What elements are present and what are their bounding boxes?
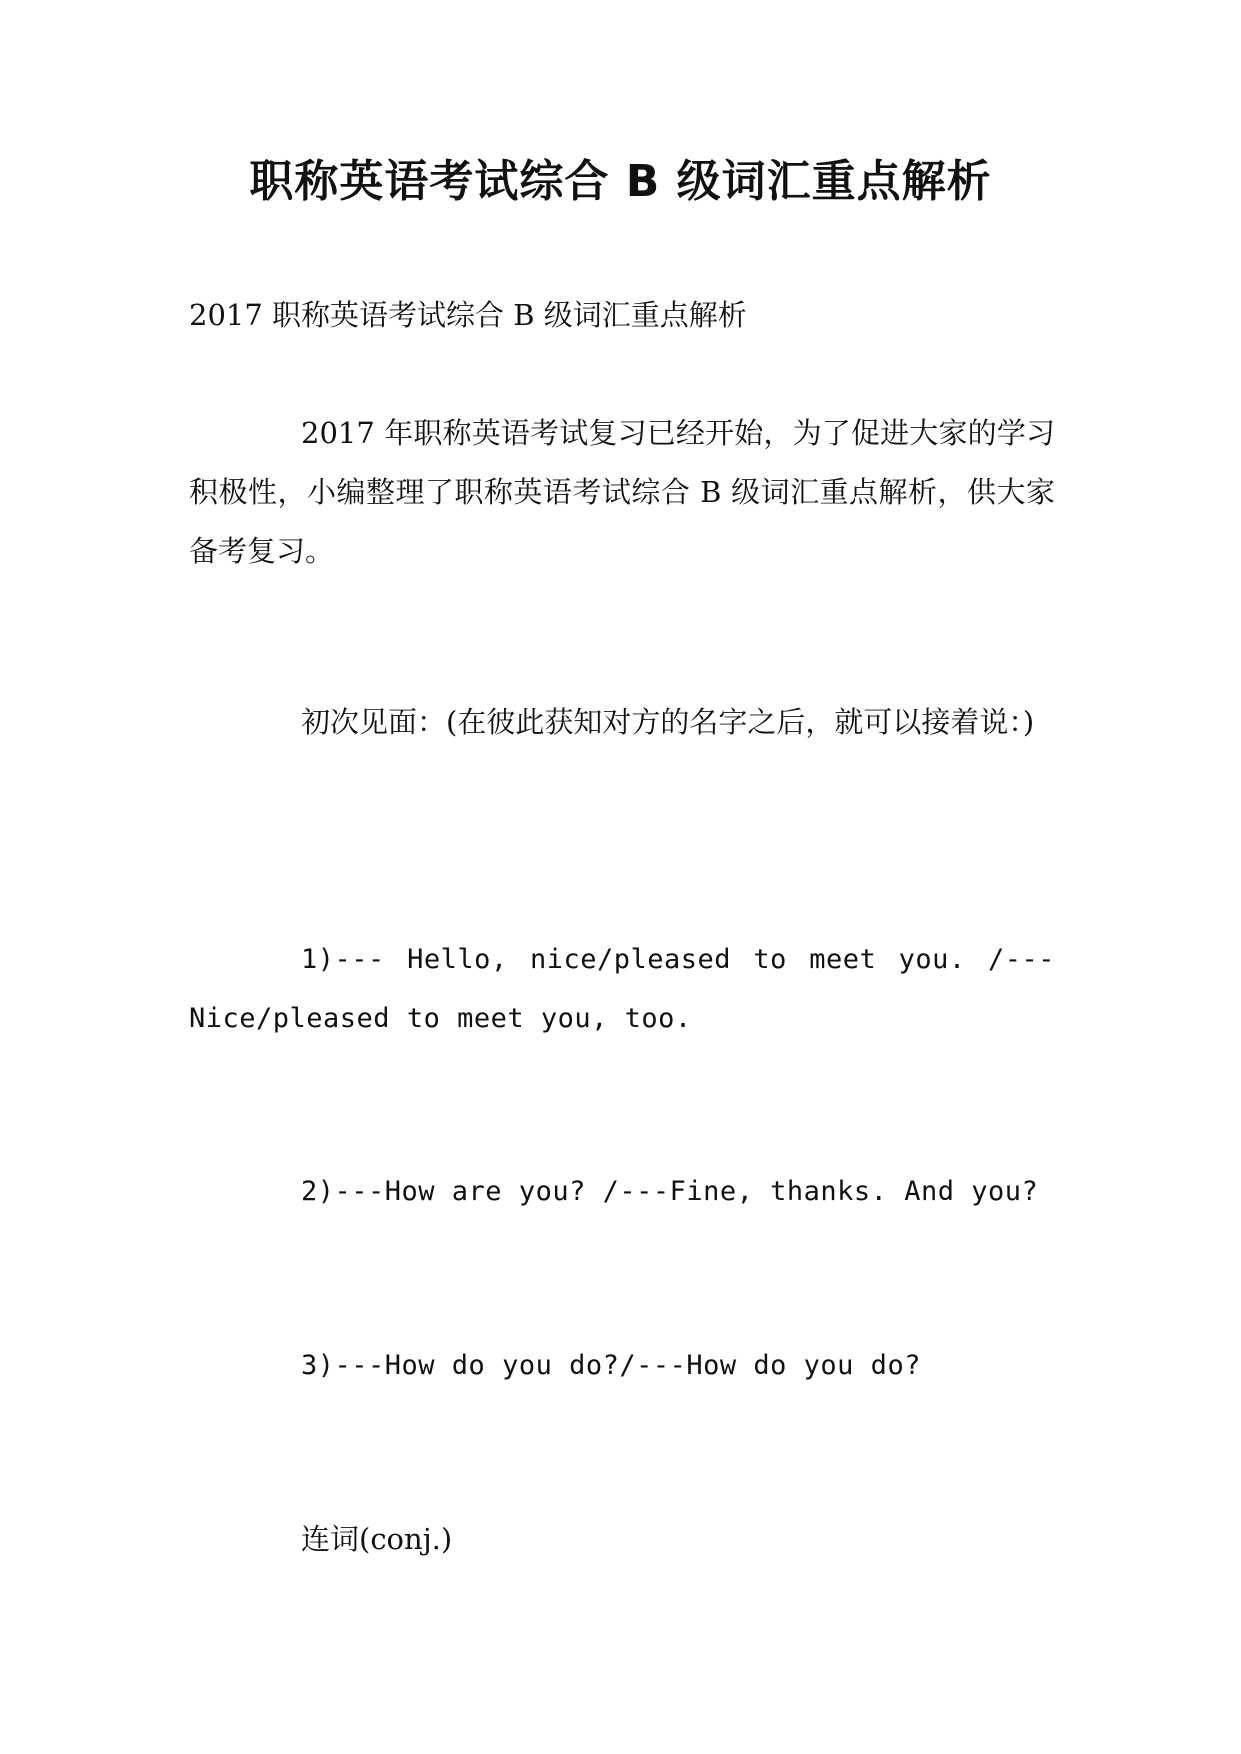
document-title: 职称英语考试综合 B 级词汇重点解析 [249,156,992,207]
example-2: 2)---How are you? /---Fine, thanks. And you? [301,1176,1039,1207]
section-conj-heading: 连词(conj.) [301,1522,453,1556]
document-subtitle: 2017 职称英语考试综合 B 级词汇重点解析 [189,298,747,332]
greeting-heading: 初次见面：(在彼此获知对方的名字之后，就可以接着说：) [301,705,1035,739]
example-3: 3)---How do you do?/---How do you do? [301,1350,921,1381]
intro-paragraph: 2017 年职称英语考试复习已经开始，为了促进大家的学习积极性，小编整理了职称英语考试综合 B 级词汇重点解析，供大家备考复习。 [189,416,1055,568]
example-1: 1)--- Hello, nice/pleased to meet you. /---Nice/pleased to meet you, too. [189,944,1055,1034]
